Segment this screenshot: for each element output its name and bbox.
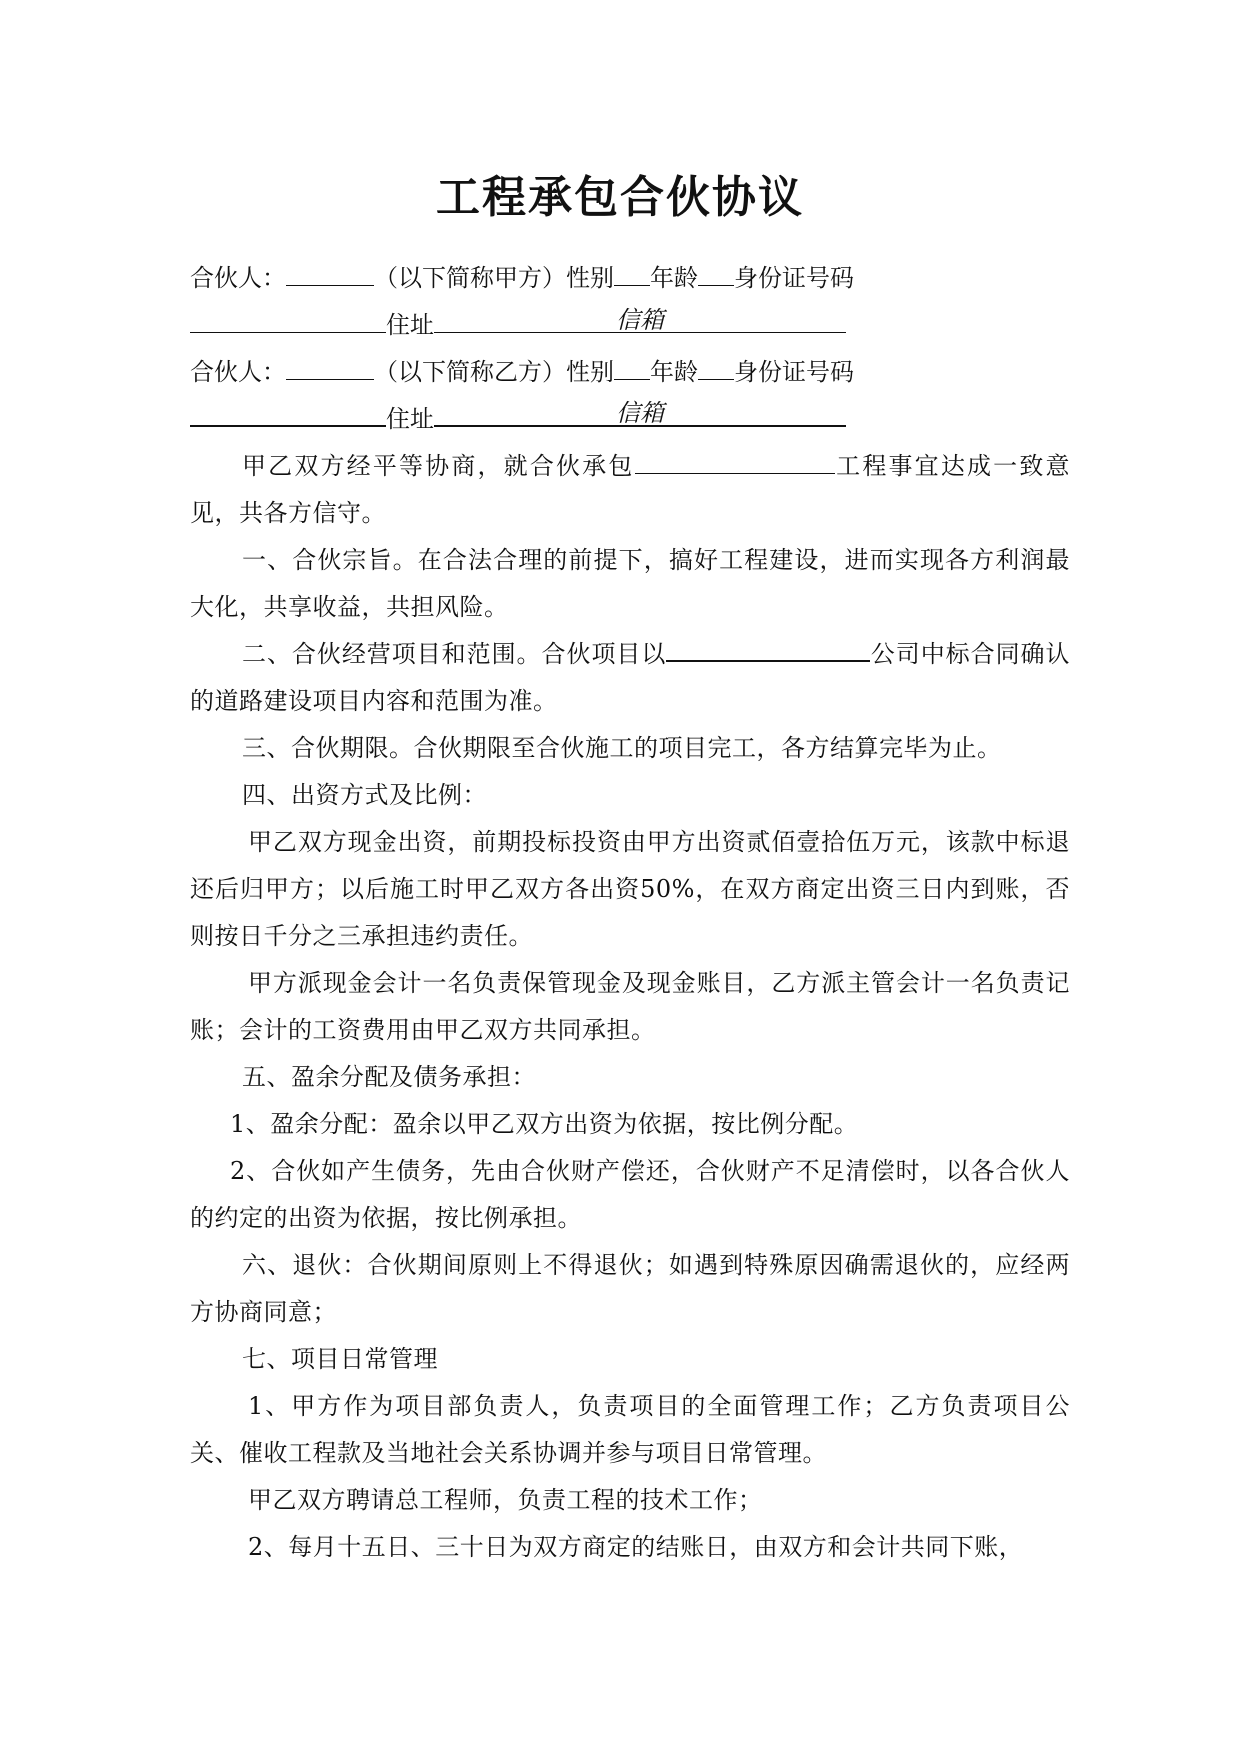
section-5-item-2: 2、合伙如产生债务，先由合伙财产偿还，合伙财产不足清偿时，以各合伙人的约定的出资为依据，按比例承担。 <box>190 1157 1070 1232</box>
section-5-heading: 五、盈余分配及债务承担： <box>242 1063 536 1091</box>
section-7-item-1: 1、甲方作为项目部负责人，负责项目的全面管理工作；乙方负责项目公关、催收工程款及当地社会关系协调并参与项目日常管理。 <box>190 1392 1070 1467</box>
party-b-age-blank[interactable] <box>698 351 734 380</box>
section-2-before: 二、合伙经营项目和范围。合伙项目以 <box>242 640 667 668</box>
party-b-age-label: 年龄 <box>650 358 698 386</box>
section-4-paragraph-1: 甲乙双方现金出资，前期投标投资由甲方出资贰佰壹拾伍万元，该款中标退还后归甲方；以后施工时甲乙双方各出资50%，在双方商定出资三日内到账，否则按日千分之三承担违约责任。 <box>190 828 1070 950</box>
party-b-mailbox-label: 信箱 <box>616 399 664 427</box>
intro-paragraph <box>190 443 1070 537</box>
party-b-suffix: （以下简称乙方）性别 <box>374 358 614 386</box>
section-7-note: 甲乙双方聘请总工程师，负责工程的技术工作； <box>248 1486 763 1514</box>
party-a-line-1 <box>190 255 1070 302</box>
section-6-paragraph: 六、退伙：合伙期间原则上不得退伙；如遇到特殊原因确需退伙的，应经两方协商同意； <box>190 1251 1070 1326</box>
document-title: 工程承包合伙协议 <box>436 172 804 223</box>
party-b-address-blank[interactable] <box>434 397 846 427</box>
project-name-blank[interactable] <box>635 445 835 474</box>
section-7-item-2: 2、每月十五日、三十日为双方商定的结账日，由双方和会计共同下账， <box>248 1533 1024 1561</box>
party-a-mailbox-label: 信箱 <box>616 306 664 334</box>
section-1-paragraph: 一、合伙宗旨。在合法合理的前提下，搞好工程建设，进而实现各方利润最大化，共享收益，共担风险。 <box>190 546 1070 621</box>
party-a-suffix: （以下简称甲方）性别 <box>374 264 614 292</box>
party-b-address-label: 住址 <box>386 405 434 433</box>
intro-before: 甲乙双方经平等协商，就合伙承包 <box>242 452 635 480</box>
party-a-age-blank[interactable] <box>698 257 734 286</box>
party-b-gender-blank[interactable] <box>614 351 650 380</box>
document-body <box>190 255 1070 1571</box>
section-2-after: 公司中标合同确认的道路建设项目内容和范围为准。 <box>190 640 1071 715</box>
party-a-age-label: 年龄 <box>650 264 698 292</box>
party-a-address-blank[interactable] <box>434 304 846 333</box>
party-b-name-blank[interactable] <box>286 351 374 380</box>
intro-after: 工程事宜达成一致意见，共各方信守。 <box>190 452 1070 527</box>
party-a-line-2 <box>190 302 1070 349</box>
party-a-id-label: 身份证号码 <box>734 264 854 292</box>
section-3-paragraph: 三、合伙期限。合伙期限至合伙施工的项目完工，各方结算完毕为止。 <box>242 734 1002 762</box>
party-a-address-label: 住址 <box>386 311 434 339</box>
party-a-name-blank[interactable] <box>286 257 374 286</box>
party-b-prefix: 合伙人： <box>190 358 286 386</box>
party-a-gender-blank[interactable] <box>614 257 650 286</box>
company-name-blank[interactable] <box>666 632 870 662</box>
section-5-item-1: 1、盈余分配：盈余以甲乙双方出资为依据，按比例分配。 <box>230 1110 859 1138</box>
party-b-id-label: 身份证号码 <box>734 358 854 386</box>
party-a-prefix: 合伙人： <box>190 264 286 292</box>
section-4-paragraph-2: 甲方派现金会计一名负责保管现金及现金账目，乙方派主管会计一名负责记账；会计的工资费用由甲乙双方共同承担。 <box>190 969 1070 1044</box>
party-a-id-blank[interactable] <box>190 304 386 333</box>
section-4-heading: 四、出资方式及比例： <box>242 781 487 809</box>
section-2-paragraph <box>190 631 1070 725</box>
party-b-id-blank[interactable] <box>190 397 386 427</box>
party-b-line-2 <box>190 396 1070 443</box>
party-b-line-1 <box>190 349 1070 396</box>
section-7-heading: 七、项目日常管理 <box>242 1345 438 1373</box>
